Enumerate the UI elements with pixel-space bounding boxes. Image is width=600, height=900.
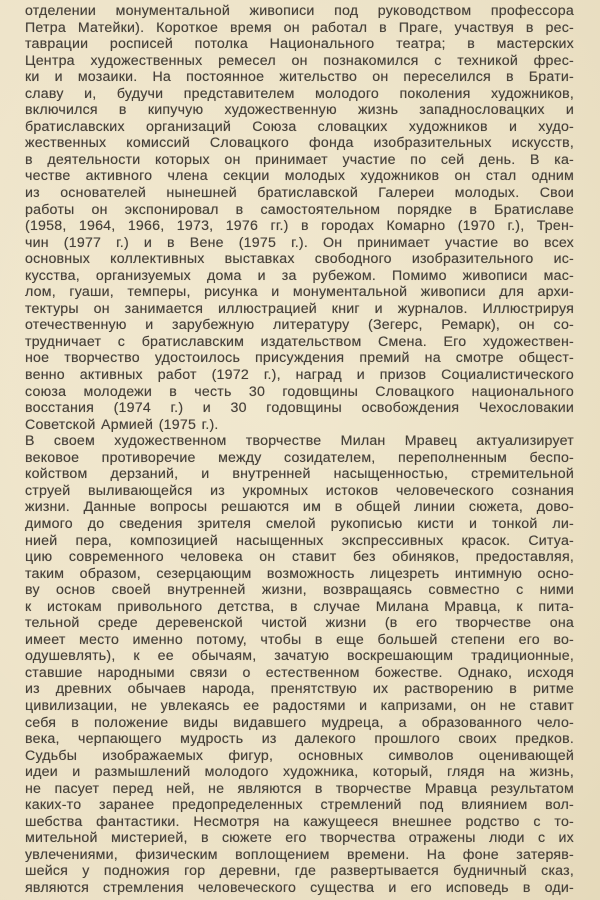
text-line: мительной мистерией, в сюжете его творчества отражены люди с их [25,830,574,847]
text-line: В своем художественном творчестве Милан Мравец актуализирует [25,433,574,450]
text-line: чин (1977 г.) и в Вене (1975 г.). Он принимает участие во всех [25,234,574,251]
text-line: Центра художественных ремесел он познакомился с техникой фрес- [25,52,574,69]
paragraph [25,433,574,896]
text-line: трудничает с братиславским издательством Смена. Его художествен- [25,333,574,350]
text-line: Петра Матейки). Короткое время он работал в Праге, участвуя в рес- [25,19,574,36]
text-line: увлечениями, физическим воплощением времени. На фоне затеряв- [25,846,574,863]
text-line: венно активных работ (1972 г.), наград и призов Социалистического [25,367,574,384]
text-line: одушевлять), к ее обычаям, зачатую воскрешающим традиционные, [25,648,574,665]
text-block [25,3,574,897]
text-line: Судьбы изображаемых фигур, основных символов оценивающей [25,747,574,764]
text-line: тектуры он занимается иллюстрацией книг и журналов. Иллюстрируя [25,300,574,317]
text-line: имеет место именно потому, чтобы в еще большей степени его во- [25,631,574,648]
text-line: Советской Армией (1975 г.). [25,416,219,433]
text-line: в деятельности которых он принимает участие по сей день. В ка- [25,151,574,168]
text-line: идеи и размышлений молодого художника, который, глядя на жизнь, [25,764,574,781]
text-line: отечественную и зарубежную литературу (Зегерс, Ремарк), он со- [25,317,574,334]
text-line: таким образом, сезерцающим возможность лицезреть интимную осно- [25,565,574,582]
paragraph [25,3,574,433]
text-line: славу и, будучи представителем молодого поколения художников, [25,85,574,102]
text-line: отделении монументальной живописи под руководством профессора [25,3,574,19]
text-line: жизни. Данные вопросы решаются им в общей линии сюжета, дово- [25,499,574,516]
text-line: являются стремления человеческого существа и его исповедь в оди- [25,879,574,896]
text-line: из древних обычаев народа, пренятствую их растворению в ритме [25,681,574,698]
text-line: шейся у подножия гор деревни, где развертывается будничный сказ, [25,863,574,880]
text-line: братиславских организаций Союза словацких художников и худо- [25,118,574,135]
text-line: основных коллективных выставках свободного изобразительного ис- [25,251,574,268]
text-line: (1958, 1964, 1966, 1973, 1976 гг.) в городах Комарно (1970 г.), Трен- [25,218,574,235]
text-line: честве активного члена секции молодых художников он стал одним [25,168,574,185]
text-line: ву основ своей внутренней жизни, возвращаясь совместно с ними [25,582,574,599]
text-line: цию современного человека он ставит без обиняков, предоставляя, [25,549,574,566]
text-line: союза молодежи в честь 30 годовщины Словацкого национального [25,383,574,400]
text-line: включился в кипучую художественную жизнь западнословацких и [25,102,574,119]
text-line: вековое противоречие между созидателем, переполненным беспо- [25,449,574,466]
text-line: струей выливающейся из укромных истоков человеческого сознания [25,482,574,499]
text-line: цивилизации, не увлекаясь ее радостями и капризами, он не ставит [25,697,574,714]
text-line: из основателей нынешней братиславской Галереи молодых. Свои [25,185,574,202]
text-line: тельной среде деревенской чистой жизни (в его творчестве она [25,615,574,632]
text-line: к истокам привольного детства, в случае Милана Мравца, к пита- [25,598,574,615]
text-line: работы он экспонировал в самостоятельном порядке в Братиславе [25,201,574,218]
text-line: себя в положение виды видавшего мудреца, а образованного чело- [25,714,574,731]
text-line: восстания (1974 г.) и 30 годовщины освобождения Чехословакии [25,400,574,417]
text-line: каких-то заранее предопределенных стремлений под влиянием вол- [25,797,574,814]
text-line: таврации росписей потолка Национального театра; в мастерских [25,36,574,53]
text-line: койством дерзаний, и внутренней насыщенностью, стремительной [25,466,574,483]
text-line: кусства, организуемых дома и за рубежом. Помимо живописи мас- [25,267,574,284]
text-line: нией пера, композицией насыщенных экспрессивных красок. Ситуа- [25,532,574,549]
text-line: шебства фантастики. Несмотря на кажущееся внешнее родство с то- [25,813,574,830]
text-line: димого до сведения зрителя смелой рукописью кисти и тонкой ли- [25,515,574,532]
text-line: века, черпающего мудрость из далекого прошлого своих предков. [25,731,574,748]
text-line: ное творчество удостоилось присуждения премий на смотре общест- [25,350,574,367]
text-line: лом, гуаши, темперы, рисунка и монументальной живописи для архи- [25,284,574,301]
text-line: ставшие народными связи о естественном божестве. Однако, исходя [25,664,574,681]
text-line: ки и мозаики. На постоянное жительство он переселился в Брати- [25,69,574,86]
text-line: жественных комиссий Словацкого фонда изобразительных искусств, [25,135,574,152]
text-line: не пасует перед ней, не являются в творчестве Мравца результатом [25,780,574,797]
